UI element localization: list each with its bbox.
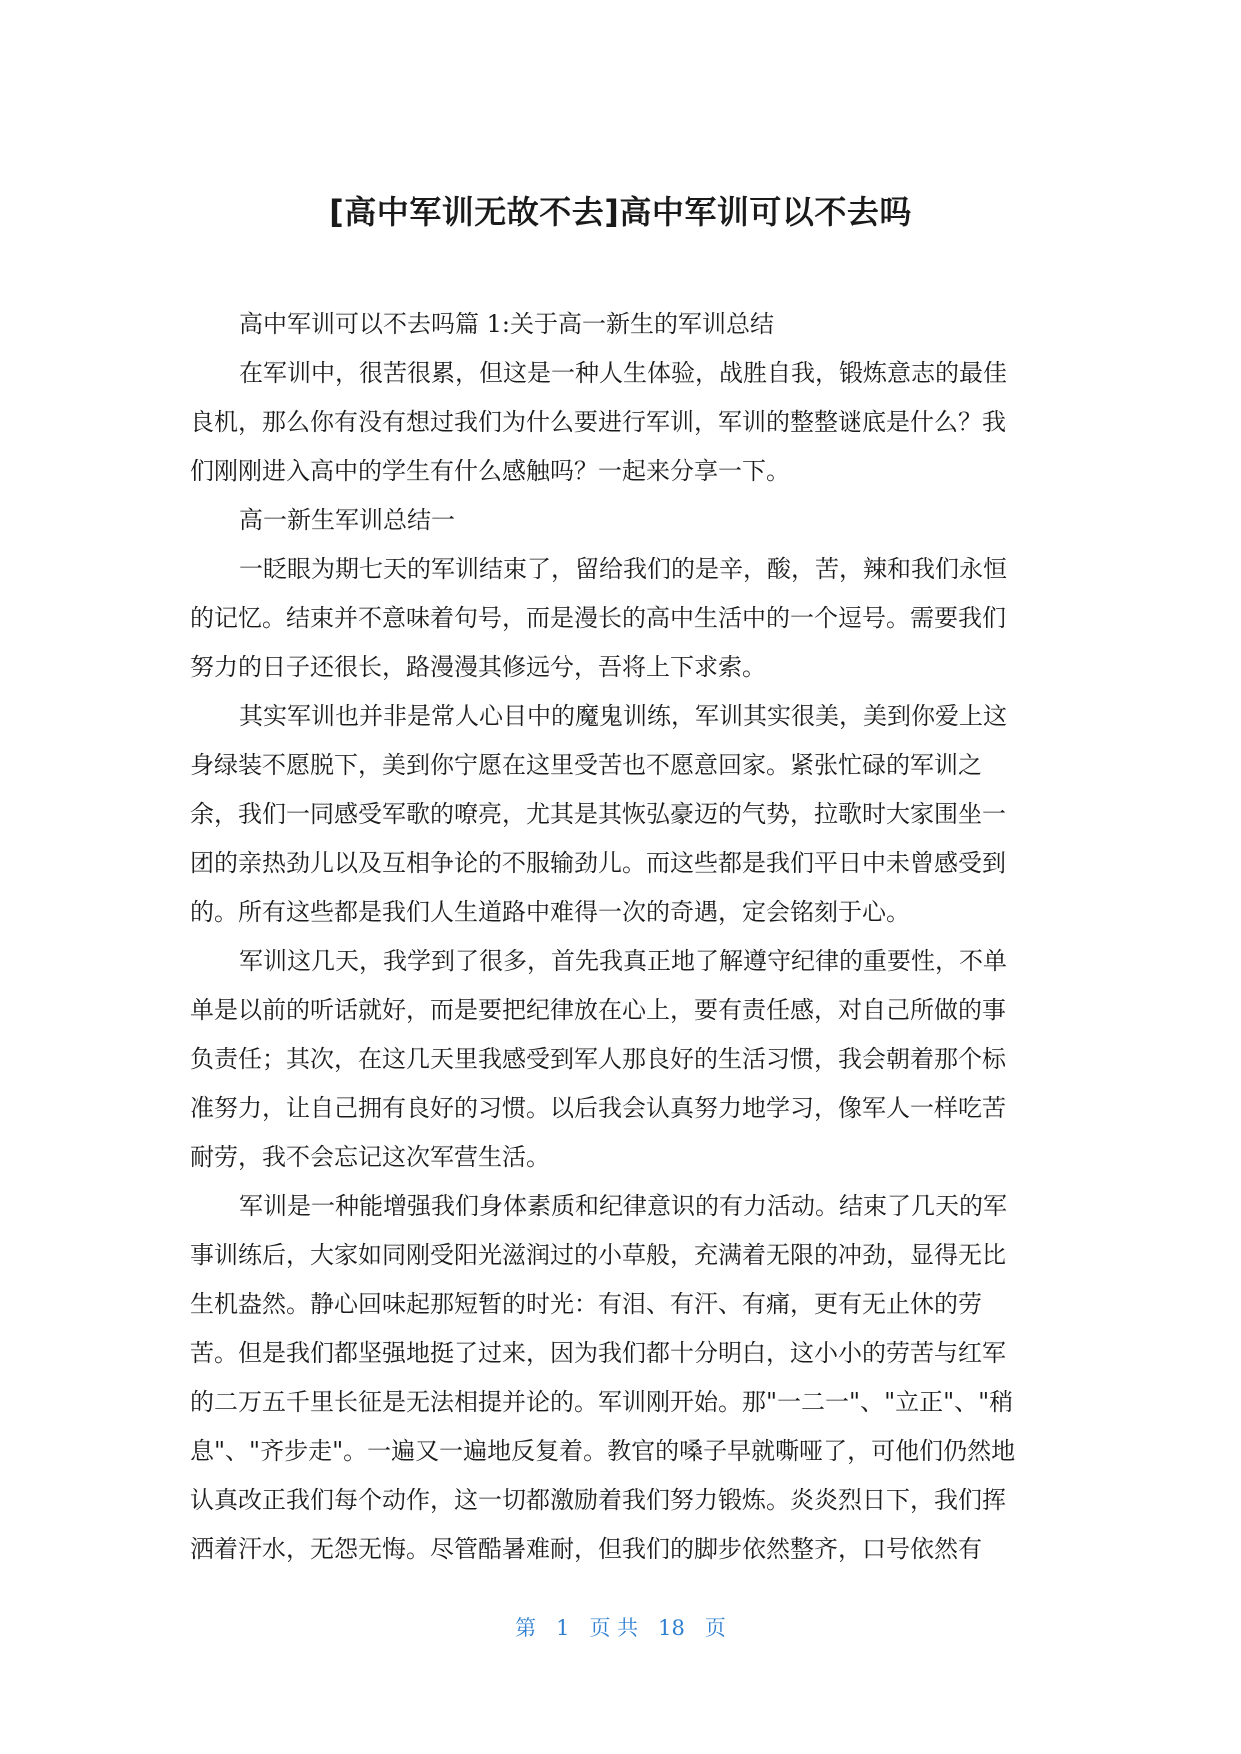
text-line: 高中军训可以不去吗篇 1:关于高一新生的军训总结 <box>239 310 774 338</box>
text-line: 身绿装不愿脱下，美到你宁愿在这里受苦也不愿意回家。紧张忙碌的军训之 <box>190 751 982 779</box>
text-line: 准努力，让自己拥有良好的习惯。以后我会认真努力地学习，像军人一样吃苦 <box>190 1094 1006 1122</box>
document-body <box>190 300 1050 1574</box>
text-line: 们刚刚进入高中的学生有什么感触吗？一起来分享一下。 <box>190 457 790 485</box>
text-line: 在军训中，很苦很累，但这是一种人生体验，战胜自我，锻炼意志的最佳 <box>239 359 1007 387</box>
text-line: 生机盎然。静心回味起那短暂的时光：有泪、有汗、有痛，更有无止休的劳 <box>190 1290 982 1318</box>
text-line: 高一新生军训总结一 <box>239 506 455 534</box>
text-line: 耐劳，我不会忘记这次军营生活。 <box>190 1143 550 1171</box>
text-line: 一眨眼为期七天的军训结束了，留给我们的是辛，酸，苦，辣和我们永恒 <box>239 555 1007 583</box>
text-line: 事训练后，大家如同刚受阳光滋润过的小草般，充满着无限的冲劲，显得无比 <box>190 1241 1006 1269</box>
text-line: 团的亲热劲儿以及互相争论的不服输劲儿。而这些都是我们平日中未曾感受到 <box>190 849 1006 877</box>
text-line: 单是以前的听话就好，而是要把纪律放在心上，要有责任感，对自己所做的事 <box>190 996 1006 1024</box>
text-line: 军训是一种能增强我们身体素质和纪律意识的有力活动。结束了几天的军 <box>239 1192 1007 1220</box>
text-line: 洒着汗水，无怨无悔。尽管酷暑难耐，但我们的脚步依然整齐，口号依然有 <box>190 1535 982 1563</box>
text-line: 军训这几天，我学到了很多，首先我真正地了解遵守纪律的重要性，不单 <box>239 947 1007 975</box>
text-line: 的。所有这些都是我们人生道路中难得一次的奇遇，定会铭刻于心。 <box>190 898 910 926</box>
text-line: 的记忆。结束并不意味着句号，而是漫长的高中生活中的一个逗号。需要我们 <box>190 604 1006 632</box>
text-line: 苦。但是我们都坚强地挺了过来，因为我们都十分明白，这小小的劳苦与红军 <box>190 1339 1006 1367</box>
text-line: 息"、"齐步走"。一遍又一遍地反复着。教官的嗓子早就嘶哑了，可他们仍然地 <box>190 1437 1016 1465</box>
text-line: 认真改正我们每个动作，这一切都激励着我们努力锻炼。炎炎烈日下，我们挥 <box>190 1486 1006 1514</box>
text-line: 余，我们一同感受军歌的嘹亮，尤其是其恢弘豪迈的气势，拉歌时大家围坐一 <box>190 800 1006 828</box>
text-line: 其实军训也并非是常人心目中的魔鬼训练，军训其实很美，美到你爱上这 <box>239 702 1007 730</box>
document-title: [高中军训无故不去]高中军训可以不去吗 <box>329 193 912 231</box>
text-line: 的二万五千里长征是无法相提并论的。军训刚开始。那"一二一"、"立正"、"稍 <box>190 1388 1014 1416</box>
text-line: 努力的日子还很长，路漫漫其修远兮，吾将上下求索。 <box>190 653 766 681</box>
page-number: 第 1 页 共 18 页 <box>515 1616 726 1640</box>
text-line: 良机，那么你有没有想过我们为什么要进行军训，军训的整整谜底是什么？我 <box>190 408 1006 436</box>
text-line: 负责任；其次，在这几天里我感受到军人那良好的生活习惯，我会朝着那个标 <box>190 1045 1006 1073</box>
